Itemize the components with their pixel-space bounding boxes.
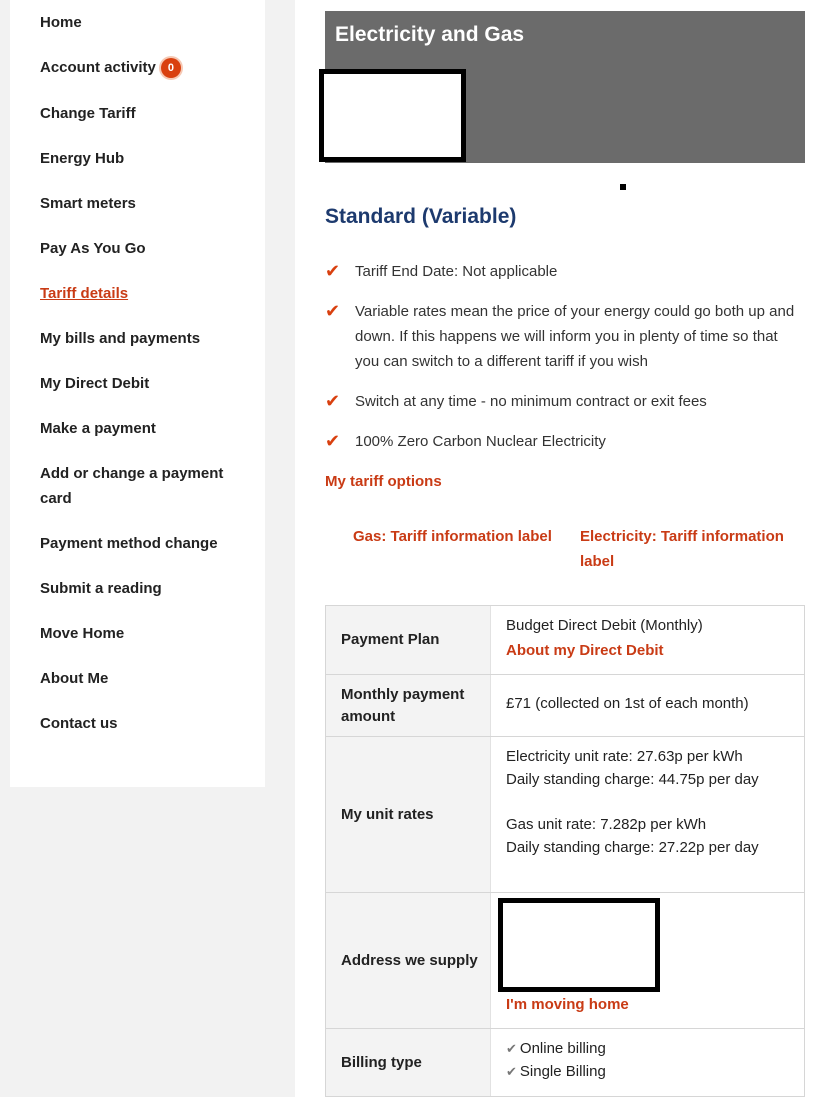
sidebar-item-direct-debit[interactable] <box>40 371 250 396</box>
electricity-unit-rate: Electricity unit rate: 27.63p per kWh <box>506 748 743 765</box>
sidebar-item-smart-meters[interactable] <box>40 191 250 216</box>
row-label <box>326 893 491 1028</box>
my-tariff-options-link[interactable]: My tariff options <box>325 473 442 490</box>
sidebar-item-label: Move Home <box>40 625 125 642</box>
redacted-box <box>319 69 466 162</box>
billing-item <box>506 1038 606 1061</box>
table-row-monthly-payment <box>326 675 804 737</box>
sidebar-item-label: My Direct Debit <box>40 375 150 392</box>
tariff-name-heading: Standard (Variable) <box>325 205 517 228</box>
check-icon: ✔ <box>325 261 341 281</box>
sidebar-item-energy-hub[interactable] <box>40 146 250 171</box>
sidebar-item-change-tariff[interactable] <box>40 101 250 126</box>
row-label-text: Billing type <box>341 1053 422 1071</box>
table-row-billing-type <box>326 1029 804 1097</box>
sidebar-item-label: Smart meters <box>40 195 136 212</box>
row-value <box>506 1029 794 1096</box>
sidebar-item-label: Make a payment <box>40 420 156 437</box>
row-label <box>326 606 491 674</box>
sidebar-item-make-payment[interactable] <box>40 416 250 441</box>
sidebar-item-payment-method-change[interactable] <box>40 531 250 556</box>
row-value <box>506 893 794 1028</box>
moving-home-link[interactable]: I'm moving home <box>506 996 629 1013</box>
sidebar-item-move-home[interactable] <box>40 621 250 646</box>
payment-plan-value: Budget Direct Debit (Monthly) <box>506 617 703 634</box>
sidebar-item-payment-card[interactable] <box>40 461 250 511</box>
hero-title: Electricity and Gas <box>335 23 525 46</box>
table-row-unit-rates <box>326 737 804 893</box>
sidebar-item-pay-as-you-go[interactable] <box>40 236 250 261</box>
feature-text: 100% Zero Carbon Nuclear Electricity <box>355 433 606 450</box>
row-value <box>506 675 794 736</box>
check-icon: ✔ <box>506 1064 517 1079</box>
stray-dot <box>620 184 626 190</box>
notification-badge: 0 <box>161 58 181 78</box>
sidebar-item-about-me[interactable] <box>40 666 250 691</box>
sidebar-item-label: Payment method change <box>40 535 218 552</box>
sidebar-item-label: Account activity <box>40 59 156 76</box>
sidebar-item-label: Pay As You Go <box>40 240 146 257</box>
sidebar-item-label: Contact us <box>40 715 118 732</box>
gas-tariff-label-link[interactable]: Gas: Tariff information label <box>353 528 552 545</box>
sidebar-item-label: Change Tariff <box>40 105 136 122</box>
feature-text: Switch at any time - no minimum contract or exit fees <box>355 393 707 410</box>
electricity-standing-charge: Daily standing charge: 44.75p per day <box>506 771 759 788</box>
sidebar-item-label: Home <box>40 14 82 31</box>
sidebar-item-home[interactable] <box>40 10 250 35</box>
redacted-address <box>498 898 660 992</box>
sidebar-item-contact-us[interactable] <box>40 711 250 736</box>
sidebar-item-tariff-details[interactable] <box>40 281 250 306</box>
sidebar-item-label: My bills and payments <box>40 330 201 347</box>
billing-item-text: Online billing <box>519 1040 606 1057</box>
table-row-address <box>326 893 804 1029</box>
check-icon: ✔ <box>325 301 341 321</box>
billing-item-text: Single Billing <box>519 1063 606 1080</box>
monthly-payment-value: £71 (collected on 1st of each month) <box>506 695 749 712</box>
sidebar-item-label: Submit a reading <box>40 580 162 597</box>
sidebar-item-bills-payments[interactable] <box>40 326 250 351</box>
row-label-text: Monthly payment amount <box>341 685 465 725</box>
about-direct-debit-link[interactable]: About my Direct Debit <box>506 642 664 659</box>
row-label <box>326 675 491 736</box>
sidebar-item-label: Add or change a payment card <box>40 465 224 507</box>
row-value <box>506 737 794 892</box>
tariff-details-table <box>325 605 805 1097</box>
row-label-text: Payment Plan <box>341 631 440 648</box>
sidebar-item-label: Energy Hub <box>40 150 125 167</box>
sidebar-nav <box>10 0 265 787</box>
check-icon: ✔ <box>325 391 341 411</box>
sidebar-item-label: About Me <box>40 670 109 687</box>
check-icon: ✔ <box>506 1041 517 1056</box>
sidebar-item-label: Tariff details <box>40 285 129 302</box>
check-icon: ✔ <box>325 431 341 451</box>
gas-standing-charge: Daily standing charge: 27.22p per day <box>506 839 759 856</box>
row-label <box>326 737 491 892</box>
table-row-payment-plan <box>326 606 804 675</box>
feature-text: Tariff End Date: Not applicable <box>355 263 558 280</box>
billing-item <box>506 1061 606 1084</box>
sidebar-item-account-activity[interactable] <box>40 55 250 80</box>
row-value <box>506 606 794 674</box>
row-label-text: My unit rates <box>341 805 434 823</box>
sidebar-item-submit-reading[interactable] <box>40 576 250 601</box>
feature-text: Variable rates mean the price of your energy could go both up and down. If this happens we will inform you in plenty of time so that you can switch to a different tariff if you wish <box>355 303 795 370</box>
row-label-text: Address we supply <box>341 951 478 969</box>
main-content <box>295 0 840 1097</box>
electricity-tariff-label-link[interactable]: Electricity: Tariff information label <box>580 528 784 570</box>
gas-unit-rate: Gas unit rate: 7.282p per kWh <box>506 816 707 833</box>
row-label <box>326 1029 491 1096</box>
